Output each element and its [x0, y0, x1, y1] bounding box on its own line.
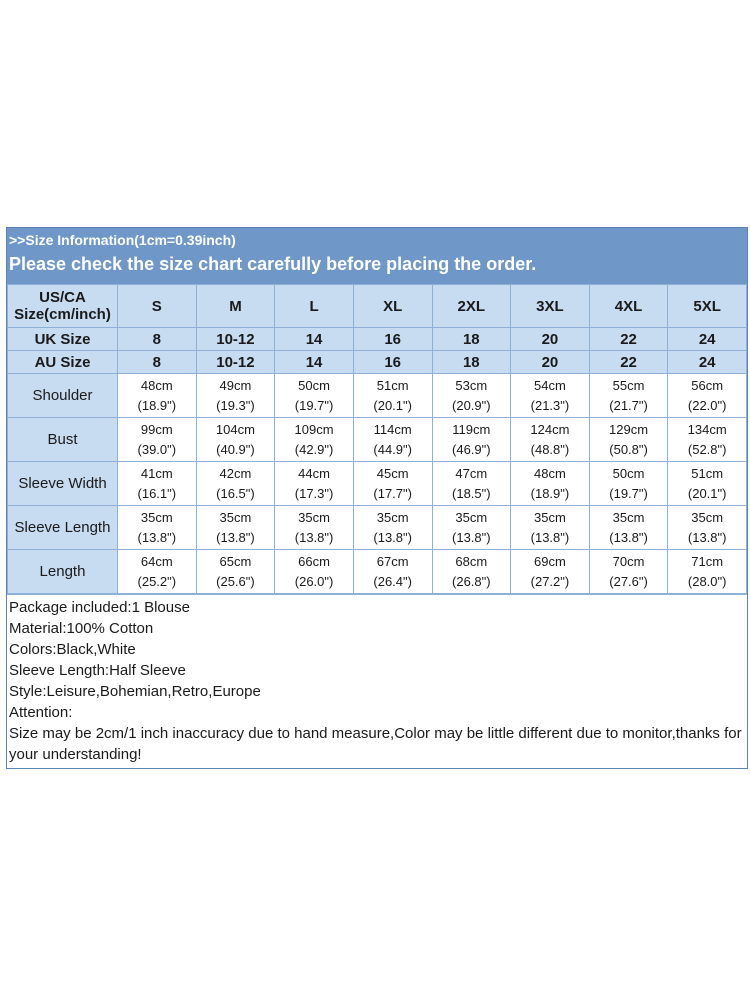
measurement-cell: [511, 506, 590, 550]
us-size-row: [8, 285, 747, 328]
measurement-cm: 71cm: [691, 553, 724, 569]
size-table: [7, 284, 747, 594]
measurement-cell: [353, 462, 432, 506]
measurement-cell: [275, 462, 354, 506]
au-size-row: [8, 351, 747, 374]
product-notes: [7, 594, 747, 768]
size-cell: 5XL: [668, 285, 747, 328]
measurement-cm: 35cm: [219, 509, 252, 525]
measurement-inch: (48.8"): [530, 441, 570, 457]
measurement-inch: (26.8"): [452, 573, 491, 589]
measurement-inch: (13.8"): [373, 529, 412, 545]
measurement-cell: [353, 550, 432, 594]
measurement-row: [8, 506, 747, 550]
size-cell: XL: [353, 285, 432, 328]
measurement-inch: (20.9"): [452, 397, 491, 413]
measurement-cell: [118, 506, 197, 550]
uk-size-row: [8, 328, 747, 351]
measurement-cell: [589, 506, 668, 550]
measurement-inch: (13.8"): [216, 529, 255, 545]
measurement-inch: (19.7"): [294, 397, 334, 413]
measurement-inch: (28.0"): [687, 573, 727, 589]
disclaimer-note: Size may be 2cm/1 inch inaccuracy due to hand measure,Color may be little different due to monitor,thanks for your understanding!: [9, 725, 742, 763]
measurement-inch: (40.9"): [216, 441, 255, 457]
measurement-cell: [353, 506, 432, 550]
uk-size-cell: 18: [432, 328, 511, 351]
size-info-banner: [7, 228, 747, 284]
measurement-inch: (52.8"): [687, 441, 727, 457]
measurement-inch: (17.7"): [373, 485, 412, 501]
measurement-cm: 44cm: [298, 465, 330, 481]
uk-size-cell: 14: [275, 328, 354, 351]
measurement-inch: (44.9"): [373, 441, 412, 457]
measurement-inch: (27.6"): [609, 573, 648, 589]
measurement-cm: 109cm: [294, 421, 334, 437]
measurement-inch: (13.8"): [687, 529, 727, 545]
measurement-inch: (42.9"): [294, 441, 334, 457]
uk-size-cell: 20: [511, 328, 590, 351]
au-size-cell: 16: [353, 351, 432, 374]
measurement-cell: [118, 550, 197, 594]
measurement-inch: (18.5"): [452, 485, 491, 501]
measurement-cell: [511, 418, 590, 462]
measurement-cm: 65cm: [219, 553, 252, 569]
measurement-inch: (26.0"): [294, 573, 334, 589]
measurement-cell: [275, 418, 354, 462]
au-size-cell: 14: [275, 351, 354, 374]
measurement-cm: 35cm: [376, 509, 409, 525]
size-cell: M: [196, 285, 275, 328]
measurement-cell: [511, 550, 590, 594]
measurement-row: [8, 374, 747, 418]
measurement-cm: 35cm: [534, 509, 566, 525]
package-note: Package included:1 Blouse: [9, 599, 190, 616]
measurement-cm: 35cm: [298, 509, 330, 525]
measurement-row: [8, 418, 747, 462]
measurement-inch: (13.8"): [137, 529, 177, 545]
measurement-cell: [196, 506, 275, 550]
measurement-inch: (16.5"): [216, 485, 255, 501]
measurement-cm: 104cm: [215, 421, 255, 437]
measurement-cell: [118, 374, 197, 418]
measurement-cell: [668, 506, 747, 550]
corner-label-line2: Size(cm/inch): [14, 306, 111, 323]
measurement-inch: (25.6"): [216, 573, 255, 589]
measurement-cm: 66cm: [298, 553, 330, 569]
measurement-inch: (18.9"): [137, 397, 177, 413]
measurement-cm: 99cm: [140, 421, 173, 437]
measurement-cell: [589, 550, 668, 594]
measurement-inch: (13.8"): [530, 529, 570, 545]
measurement-inch: (20.1"): [373, 397, 412, 413]
measurement-cm: 134cm: [687, 421, 727, 437]
measurement-cell: [432, 418, 511, 462]
measurement-inch: (50.8"): [609, 441, 648, 457]
measurement-inch: (13.8"): [609, 529, 648, 545]
uk-size-label: UK Size: [8, 328, 118, 351]
measurement-cm: 55cm: [612, 377, 645, 393]
measurement-cell: [668, 418, 747, 462]
style-note: Style:Leisure,Bohemian,Retro,Europe: [9, 683, 261, 700]
measurement-cell: [432, 374, 511, 418]
measurement-cm: 53cm: [455, 377, 488, 393]
measurement-inch: (18.9"): [530, 485, 570, 501]
measurement-inch: (17.3"): [294, 485, 334, 501]
uk-size-cell: 8: [118, 328, 197, 351]
measurement-label: Shoulder: [8, 374, 118, 418]
measurement-cm: 47cm: [455, 465, 488, 481]
measurement-cm: 129cm: [609, 421, 649, 437]
measurement-row: [8, 462, 747, 506]
attention-label: Attention:: [9, 704, 73, 721]
measurement-cm: 41cm: [140, 465, 173, 481]
measurement-cell: [118, 462, 197, 506]
au-size-cell: 10-12: [196, 351, 275, 374]
measurement-inch: (20.1"): [687, 485, 727, 501]
measurement-cell: [589, 462, 668, 506]
measurement-cm: 35cm: [612, 509, 645, 525]
measurement-row: [8, 550, 747, 594]
measurement-cm: 64cm: [140, 553, 173, 569]
measurement-cm: 51cm: [691, 465, 724, 481]
measurement-cell: [196, 550, 275, 594]
material-note: Material:100% Cotton: [9, 620, 154, 637]
measurement-cell: [196, 462, 275, 506]
measurement-cm: 56cm: [691, 377, 724, 393]
measurement-inch: (21.7"): [609, 397, 648, 413]
measurement-cm: 119cm: [452, 421, 491, 437]
measurement-inch: (46.9"): [452, 441, 491, 457]
corner-label: [8, 285, 118, 328]
measurement-cm: 50cm: [612, 465, 645, 481]
measurement-label: Sleeve Length: [8, 506, 118, 550]
measurement-label: Sleeve Width: [8, 462, 118, 506]
measurement-inch: (26.4"): [373, 573, 412, 589]
measurement-cm: 50cm: [298, 377, 330, 393]
corner-label-line1: US/CA: [39, 289, 86, 306]
measurement-inch: (21.3"): [530, 397, 570, 413]
au-size-cell: 24: [668, 351, 747, 374]
measurement-cm: 35cm: [140, 509, 173, 525]
size-cell: 2XL: [432, 285, 511, 328]
measurement-label: Bust: [8, 418, 118, 462]
measurement-cell: [668, 462, 747, 506]
measurement-cell: [511, 462, 590, 506]
measurement-cm: 114cm: [373, 421, 412, 437]
measurement-cell: [668, 550, 747, 594]
measurement-inch: (16.1"): [137, 485, 177, 501]
measurement-cm: 42cm: [219, 465, 252, 481]
measurement-cell: [511, 374, 590, 418]
colors-note: Colors:Black,White: [9, 641, 136, 658]
measurement-cell: [353, 374, 432, 418]
measurement-inch: (22.0"): [687, 397, 727, 413]
measurement-inch: (13.8"): [294, 529, 334, 545]
measurement-inch: (39.0"): [137, 441, 177, 457]
measurement-cm: 54cm: [534, 377, 566, 393]
uk-size-cell: 16: [353, 328, 432, 351]
measurement-cm: 48cm: [140, 377, 173, 393]
measurement-cm: 48cm: [534, 465, 566, 481]
measurement-cell: [668, 374, 747, 418]
measurement-cell: [196, 418, 275, 462]
au-size-cell: 18: [432, 351, 511, 374]
measurement-cell: [275, 506, 354, 550]
measurement-inch: (19.7"): [609, 485, 648, 501]
measurement-cell: [432, 506, 511, 550]
size-notice: Please check the size chart carefully before placing the order.: [9, 254, 537, 274]
measurement-inch: (19.3"): [216, 397, 255, 413]
measurement-label: Length: [8, 550, 118, 594]
measurement-inch: (25.2"): [137, 573, 177, 589]
size-info-title: >>Size Information(1cm=0.39inch): [9, 232, 236, 248]
measurement-cm: 51cm: [376, 377, 409, 393]
measurement-cell: [275, 374, 354, 418]
measurement-inch: (13.8"): [452, 529, 491, 545]
measurement-cm: 49cm: [219, 377, 252, 393]
size-cell: 3XL: [511, 285, 590, 328]
measurement-cell: [118, 418, 197, 462]
measurement-cm: 69cm: [534, 553, 566, 569]
measurement-cm: 124cm: [530, 421, 570, 437]
measurement-cm: 35cm: [691, 509, 724, 525]
size-cell: S: [118, 285, 197, 328]
size-cell: 4XL: [589, 285, 668, 328]
measurement-cm: 68cm: [455, 553, 488, 569]
measurement-cell: [432, 550, 511, 594]
measurement-cell: [432, 462, 511, 506]
uk-size-cell: 10-12: [196, 328, 275, 351]
measurement-cm: 45cm: [376, 465, 409, 481]
uk-size-cell: 22: [589, 328, 668, 351]
size-chart: [6, 227, 748, 769]
measurement-cm: 67cm: [376, 553, 409, 569]
sleeve-note: Sleeve Length:Half Sleeve: [9, 662, 186, 679]
uk-size-cell: 24: [668, 328, 747, 351]
au-size-cell: 20: [511, 351, 590, 374]
measurement-cm: 35cm: [455, 509, 488, 525]
au-size-cell: 8: [118, 351, 197, 374]
measurement-inch: (27.2"): [530, 573, 570, 589]
measurement-rows: [8, 374, 747, 594]
measurement-cell: [589, 374, 668, 418]
measurement-cm: 70cm: [612, 553, 645, 569]
au-size-label: AU Size: [8, 351, 118, 374]
size-cell: L: [275, 285, 354, 328]
measurement-cell: [196, 374, 275, 418]
measurement-cell: [353, 418, 432, 462]
measurement-cell: [589, 418, 668, 462]
measurement-cell: [275, 550, 354, 594]
au-size-cell: 22: [589, 351, 668, 374]
